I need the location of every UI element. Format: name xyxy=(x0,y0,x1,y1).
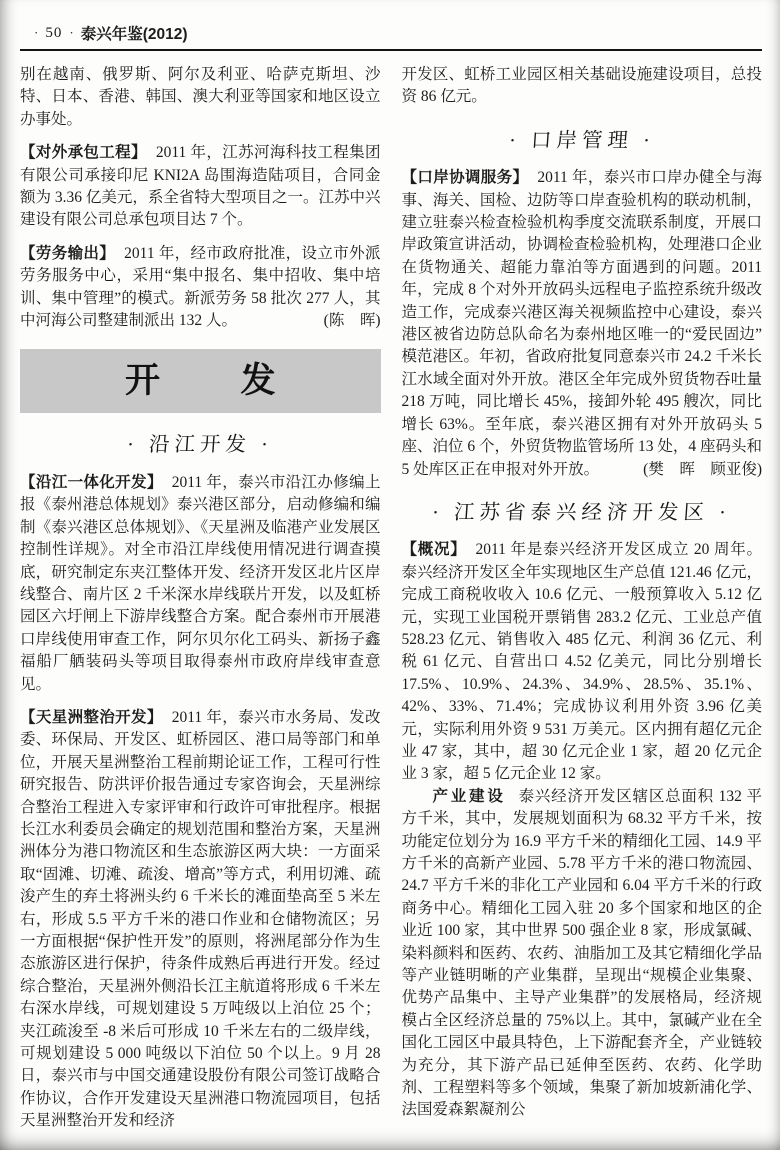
entry-body: 2011 年，泰兴市水务局、发改委、环保局、开发区、虹桥园区、港口局等部门和单位，开展天星洲整治工程前期论证工作，工程可行性研究报告、防洪评价报告通过专家咨询会，天星洲综合整治工程进入专家评审和行政许可审批程序。根据长江水利委员会确定的规划范围和整治方案，天星洲洲体分为港口物流区和生态旅游区两大块：一方面采取“固滩、切滩、疏浚、增高”等方式，利用切滩、疏浚产生的弃土将洲头约 6 千米长的滩面垫高至 5 米左右，形成 5.5 平方千米的港口作业和仓储物流区；另一方面根据“保护性开发”的原则，将洲尾部分作为生态旅游区进行保护，待条件成熟后再进行开发。经过综合整治，天星洲外侧沿长江主航道将形成 6 千米左右深水岸线，可规划建设 5 万吨级以上泊位 25 个；夹江疏浚至 -8 米后可形成 10 千米左右的二级岸线，可规划建设 5 000 吨级以下泊位 50 个以上。9 月 28 日，泰兴市与中国交通建设股份有限公司签订战略合作协议，合作开发建设天星洲港口物流园项目，包括天星洲整治开发和经济 xyxy=(20,708,381,1130)
entry-body: 2011 年，泰兴市口岸办健全与海事、海关、国检、边防等口岸查验机构的联动机制，建立驻泰兴检查检验机构季度交流联系制度，开展口岸政策宣讲活动，协调检查检验机构，处理港口企业在货物通关、超能力靠泊等方面遇到的问题。2011 年，完成 8 个对外开放码头远程电子监控系统升级改造工作，完成泰兴港区海关视频监控中心建设，泰兴港区被省边防总队命名为泰州地区唯一的“爱民固边”模范港区。年初，省政府批复同意泰兴市 24.2 千米长江水域全面对外开放。港区全年完成外贸货物吞吐量 218 万吨，同比增长 45%，接卸外轮 495 艘次，同比增长 63%。至年底，泰兴港区拥有对外开放码头 5 座、泊位 6 个，外贸货物监管场所 13 处，4 座码头和 5 处库区正在申报对外开放。 xyxy=(401,169,762,478)
section-heading-riverside-development: · 沿江开发 · xyxy=(126,434,274,457)
book-title: 泰兴年鉴(2012) xyxy=(80,26,188,43)
entry-overview xyxy=(402,539,763,785)
chapter-title: 开发 xyxy=(124,361,356,401)
left-column xyxy=(20,64,381,1133)
header-dot-icon: · xyxy=(69,25,74,40)
section-heading-taixing-economic-zone: · 江苏省泰兴经济开发区 · xyxy=(431,501,732,524)
entry-foreign-contracting xyxy=(20,142,381,232)
entry-riverside-integrated-development xyxy=(20,472,381,696)
run-in-subheading: 产业建设 xyxy=(432,787,506,805)
entry-labor-export xyxy=(20,243,381,333)
page-number: 50 xyxy=(45,24,63,41)
paragraph-industry-construction xyxy=(402,786,763,1122)
entry-body: 2011 年，泰兴市沿江办修编上报《泰州港总体规划》泰兴港区部分，启动修编和编制《泰兴港区总体规划》、《天星洲及临港产业发展区控制性详规》。对全市沿江岸线使用情况进行调查摸底，研究制定东夹江整体开发、经济开发区北片区岸线整合、南片区 2 千米深水岸线联片开发，以及虹桥园区六圩闸上下游岸线整合方案。配合泰州市开展港口岸线使用审查工作，阿尔贝尔化工码头、新扬子鑫福船厂舾装码头等项目取得泰州市政府岸线审查意见。 xyxy=(20,473,381,693)
entry-body: 2011 年是泰兴经济开发区成立 20 周年。泰兴经济开发区全年实现地区生产总值 121.46 亿元，完成工商税收收入 10.6 亿元、一般预算收入 5.12 亿元，实现工业国税开票销售 283.2 亿元、工业总产值 528.23 亿元、销售收入 485 亿元、利润 36 亿元、利税 61 亿元、自营出口 4.52 亿美元，同比分别增长 17.5%、10.9%、24.3%、34.9%、28.5%、35.1%、42%、33%、71.4%；完成协议利用外资 3.96 亿美元，实际利用外资 9 531 万美元。区内拥有超亿元企业 47 家，其中，超 30 亿元企业 1 家，超 20 亿元企业 3 家，超 5 亿元企业 12 家。 xyxy=(401,541,762,783)
entry-title: 【对外承包工程】 xyxy=(20,144,147,162)
entry-body: 2011 年，江苏河海科技工程集团有限公司承接印尼 KNI2A 岛围海造陆项目，合同金额为 3.36 亿美元，系全省特大型项目之一。江苏中兴建设有限公司总承包项目达 7 个。 xyxy=(20,144,381,229)
entry-tianxingzhou-regulation xyxy=(20,707,381,1133)
author-byline: (樊 晖 顾亚俊) xyxy=(643,460,762,478)
entry-title: 【沿江一体化开发】 xyxy=(20,473,163,491)
entry-port-coordination-service xyxy=(402,167,763,481)
entry-body: 2011 年，经市政府批准，设立市外派劳务服务中心，采用“集中报名、集中招收、集中培训、集中管理”的模式。新派劳务 58 批次 277 人，其中河海公司整建制派出 132 人。 xyxy=(20,244,381,330)
right-column xyxy=(402,64,763,1133)
entry-title: 【劳务输出】 xyxy=(20,244,116,262)
chapter-heading-development xyxy=(20,349,381,413)
paragraph-body: 泰兴经济开发区辖区总面积 132 平方千米，其中，发展规划面积为 68.32 平方千米，按功能定位划分为 16.9 平方千米的精细化工园、14.9 平方千米的高新产业园、5.78 平方千米的港口物流园、24.7 平方千米的非化工产业园和 6.04 平方千米的行政商务中心。精细化工园入驻 20 多个国家和地区的企业近 100 家，其中世界 500 强企业 8 家，形成氯碱、染料颜料和医药、农药、油脂加工及其它精细化学品等产业链明晰的产业集群，呈现出“规模企业集聚、优势产品集中、主导产业集群”的发展格局，经济规模占全区经济总量的 75%以上。其中，氯碱产业在全国化工园区中最具特色，上下游配套齐全，产业链较为充分，其下游产品已延伸至医药、农药、化学助剂、工程塑料等多个领域，集聚了新加坡新浦化学、法国爱森絮凝剂公 xyxy=(401,787,762,1119)
entry-title: 【概况】 xyxy=(401,541,467,559)
two-column-layout xyxy=(20,64,762,1133)
continuation-paragraph: 别在越南、俄罗斯、阿尔及利亚、哈萨克斯坦、沙特、日本、香港、韩国、澳大利亚等国家和地区设立办事处。 xyxy=(20,66,381,128)
author-byline: (陈 晖) xyxy=(323,312,381,330)
running-header xyxy=(20,22,762,44)
header-rule xyxy=(20,49,762,51)
header-dot-icon: · xyxy=(34,25,39,40)
section-heading-port-management: · 口岸管理 · xyxy=(508,129,656,152)
continuation-paragraph: 开发区、虹桥工业园区相关基础设施建设项目，总投资 86 亿元。 xyxy=(401,66,762,106)
entry-title: 【口岸协调服务】 xyxy=(401,169,529,187)
entry-title: 【天星洲整治开发】 xyxy=(20,708,163,726)
